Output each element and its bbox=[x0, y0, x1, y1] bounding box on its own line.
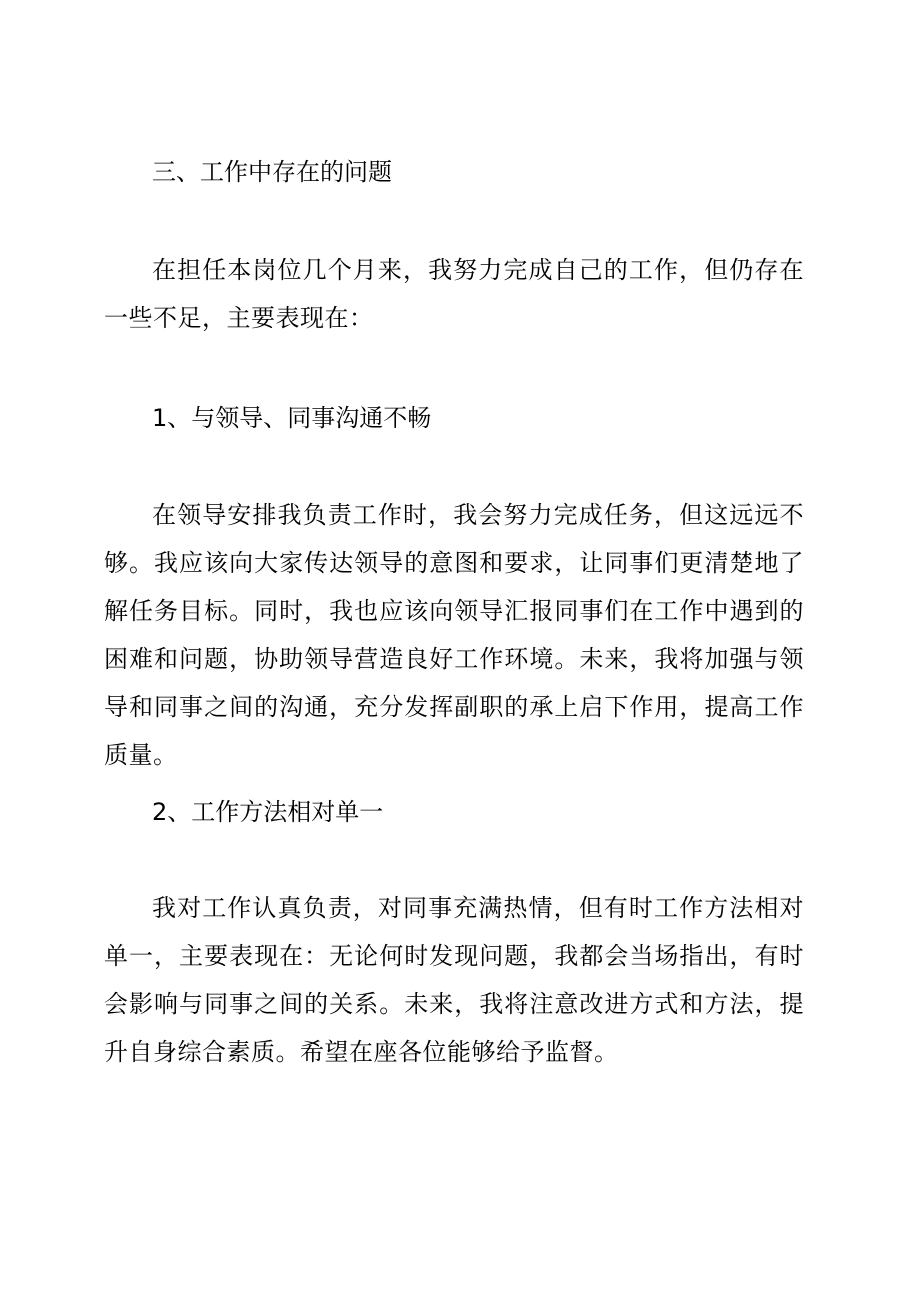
item1-paragraph: 在领导安排我负责工作时，我会努力完成任务，但这远远不够。我应该向大家传达领导的意图和要求，让同事们更清楚地了解任务目标。同时，我也应该向领导汇报同事们在工作中遇到的困难和问题，协助领导营造良好工作环境。未来，我将加强与领导和同事之间的沟通，充分发挥副职的承上启下作用，提高工作质量。 bbox=[104, 501, 804, 769]
item2-heading bbox=[152, 796, 383, 828]
item2-paragraph: 我对工作认真负责，对同事充满热情，但有时工作方法相对单一，主要表现在：无论何时发现问题，我都会当场指出，有时会影响与同事之间的关系。未来，我将注意改进方式和方法，提升自身综合素质。希望在座各位能够给予监督。 bbox=[104, 894, 804, 1066]
item1-number: 1 bbox=[152, 404, 168, 432]
item1-heading bbox=[152, 402, 431, 434]
intro-paragraph: 在担任本岗位几个月来，我努力完成自己的工作，但仍存在一些不足，主要表现在： bbox=[104, 256, 804, 332]
item1-title: 、与领导、同事沟通不畅 bbox=[167, 404, 432, 432]
item2-number: 2 bbox=[152, 798, 168, 826]
section-heading: 三、工作中存在的问题 bbox=[152, 158, 392, 186]
item2-title: 、工作方法相对单一 bbox=[167, 798, 384, 826]
